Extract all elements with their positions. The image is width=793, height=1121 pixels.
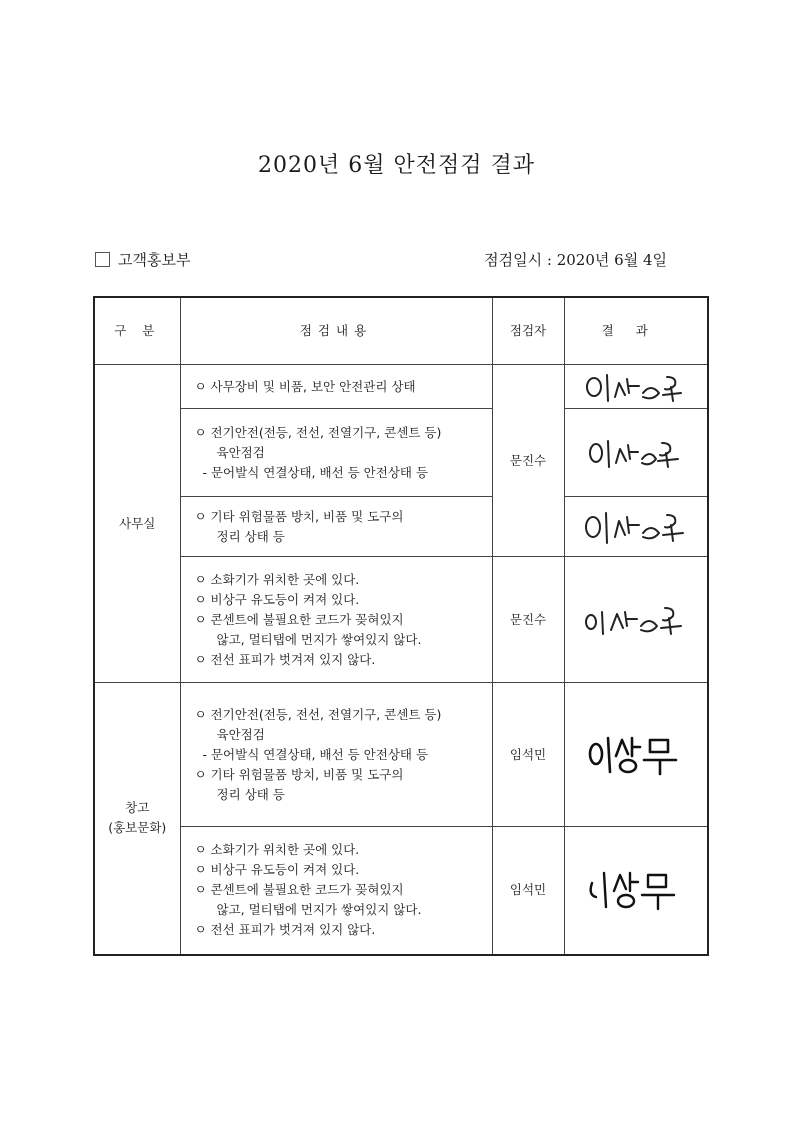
content-line: ㅇ 콘센트에 불필요한 코드가 꽂혀있지 [194,611,404,627]
signature-cell [564,827,708,955]
category-label: 창고 [125,800,150,816]
signature-image [586,865,686,915]
content-cell [180,365,492,409]
category-label: 사무실 [119,515,156,531]
content-line: 않고, 멀티탭에 먼지가 쌓여있지 않다. [216,902,422,918]
content-line: 육안점검 [216,726,265,742]
signature-cell [564,497,708,557]
signature-image [581,507,691,547]
content-line: ㅇ 소화기가 위치한 곳에 있다. [194,571,360,587]
content-cell [180,683,492,827]
header-result: 결과 [564,297,708,365]
content-line: 정리 상태 등 [216,528,285,544]
signature-cell [564,683,708,827]
content-line: 않고, 멀티탭에 먼지가 쌓여있지 않다. [216,631,422,647]
signature-image [586,730,686,780]
header-category: 구 분 [94,297,180,365]
category-sublabel: (홍보문화) [108,820,167,836]
checkbox-icon[interactable] [95,252,110,267]
category-cell [94,365,180,683]
content-cell [180,409,492,497]
content-line: ㅇ 전선 표피가 벗겨져 있지 않다. [194,922,376,938]
signature-image [581,600,691,640]
content-cell [180,497,492,557]
content-line: 육안점검 [216,444,265,460]
inspection-table [93,296,709,956]
content-cell [180,827,492,955]
content-line: ㅇ 기타 위험물품 방치, 비품 및 도구의 [194,766,404,782]
department-label [95,249,190,270]
content-line: 정리 상태 등 [216,786,285,802]
signature-image [581,369,691,405]
table-row [94,409,708,497]
inspector-cell: 문진수 [492,365,564,557]
header-row [94,297,708,365]
content-line: - 문어발식 연결상태, 배선 등 안전상태 등 [202,464,429,480]
inspector-cell: 문진수 [492,557,564,683]
content-cell [180,557,492,683]
content-line: ㅇ 콘센트에 불필요한 코드가 꽂혀있지 [194,882,404,898]
table-row [94,365,708,409]
content-line: - 문어발식 연결상태, 배선 등 안전상태 등 [202,746,429,762]
content-line: ㅇ 전선 표피가 벗겨져 있지 않다. [194,651,376,667]
content-line: ㅇ 전기안전(전등, 전선, 전열기구, 콘센트 등) [194,424,442,440]
category-cell [94,683,180,955]
signature-cell [564,409,708,497]
content-line: ㅇ 기타 위험물품 방치, 비품 및 도구의 [194,508,404,524]
department-name: 고객홍보부 [118,251,191,269]
inspector-cell: 임석민 [492,683,564,827]
inspection-date: 점검일시 : 2020년 6월 4일 [484,251,667,269]
content-line: ㅇ 사무장비 및 비품, 보안 안전관리 상태 [194,378,416,394]
table-row [94,557,708,683]
signature-cell [564,557,708,683]
content-line: ㅇ 소화기가 위치한 곳에 있다. [194,842,360,858]
table-row [94,683,708,827]
signature-image [586,433,686,473]
content-line: ㅇ 비상구 유도등이 켜져 있다. [194,862,360,878]
header-content: 점검내용 [180,297,492,365]
content-line: ㅇ 비상구 유도등이 켜져 있다. [194,591,360,607]
content-line: ㅇ 전기안전(전등, 전선, 전열기구, 콘센트 등) [194,706,442,722]
inspector-cell: 임석민 [492,827,564,955]
document-title: 2020년 6월 안전점검 결과 [258,153,535,178]
table-row [94,827,708,955]
table-row [94,497,708,557]
signature-cell [564,365,708,409]
header-inspector: 점검자 [492,297,564,365]
